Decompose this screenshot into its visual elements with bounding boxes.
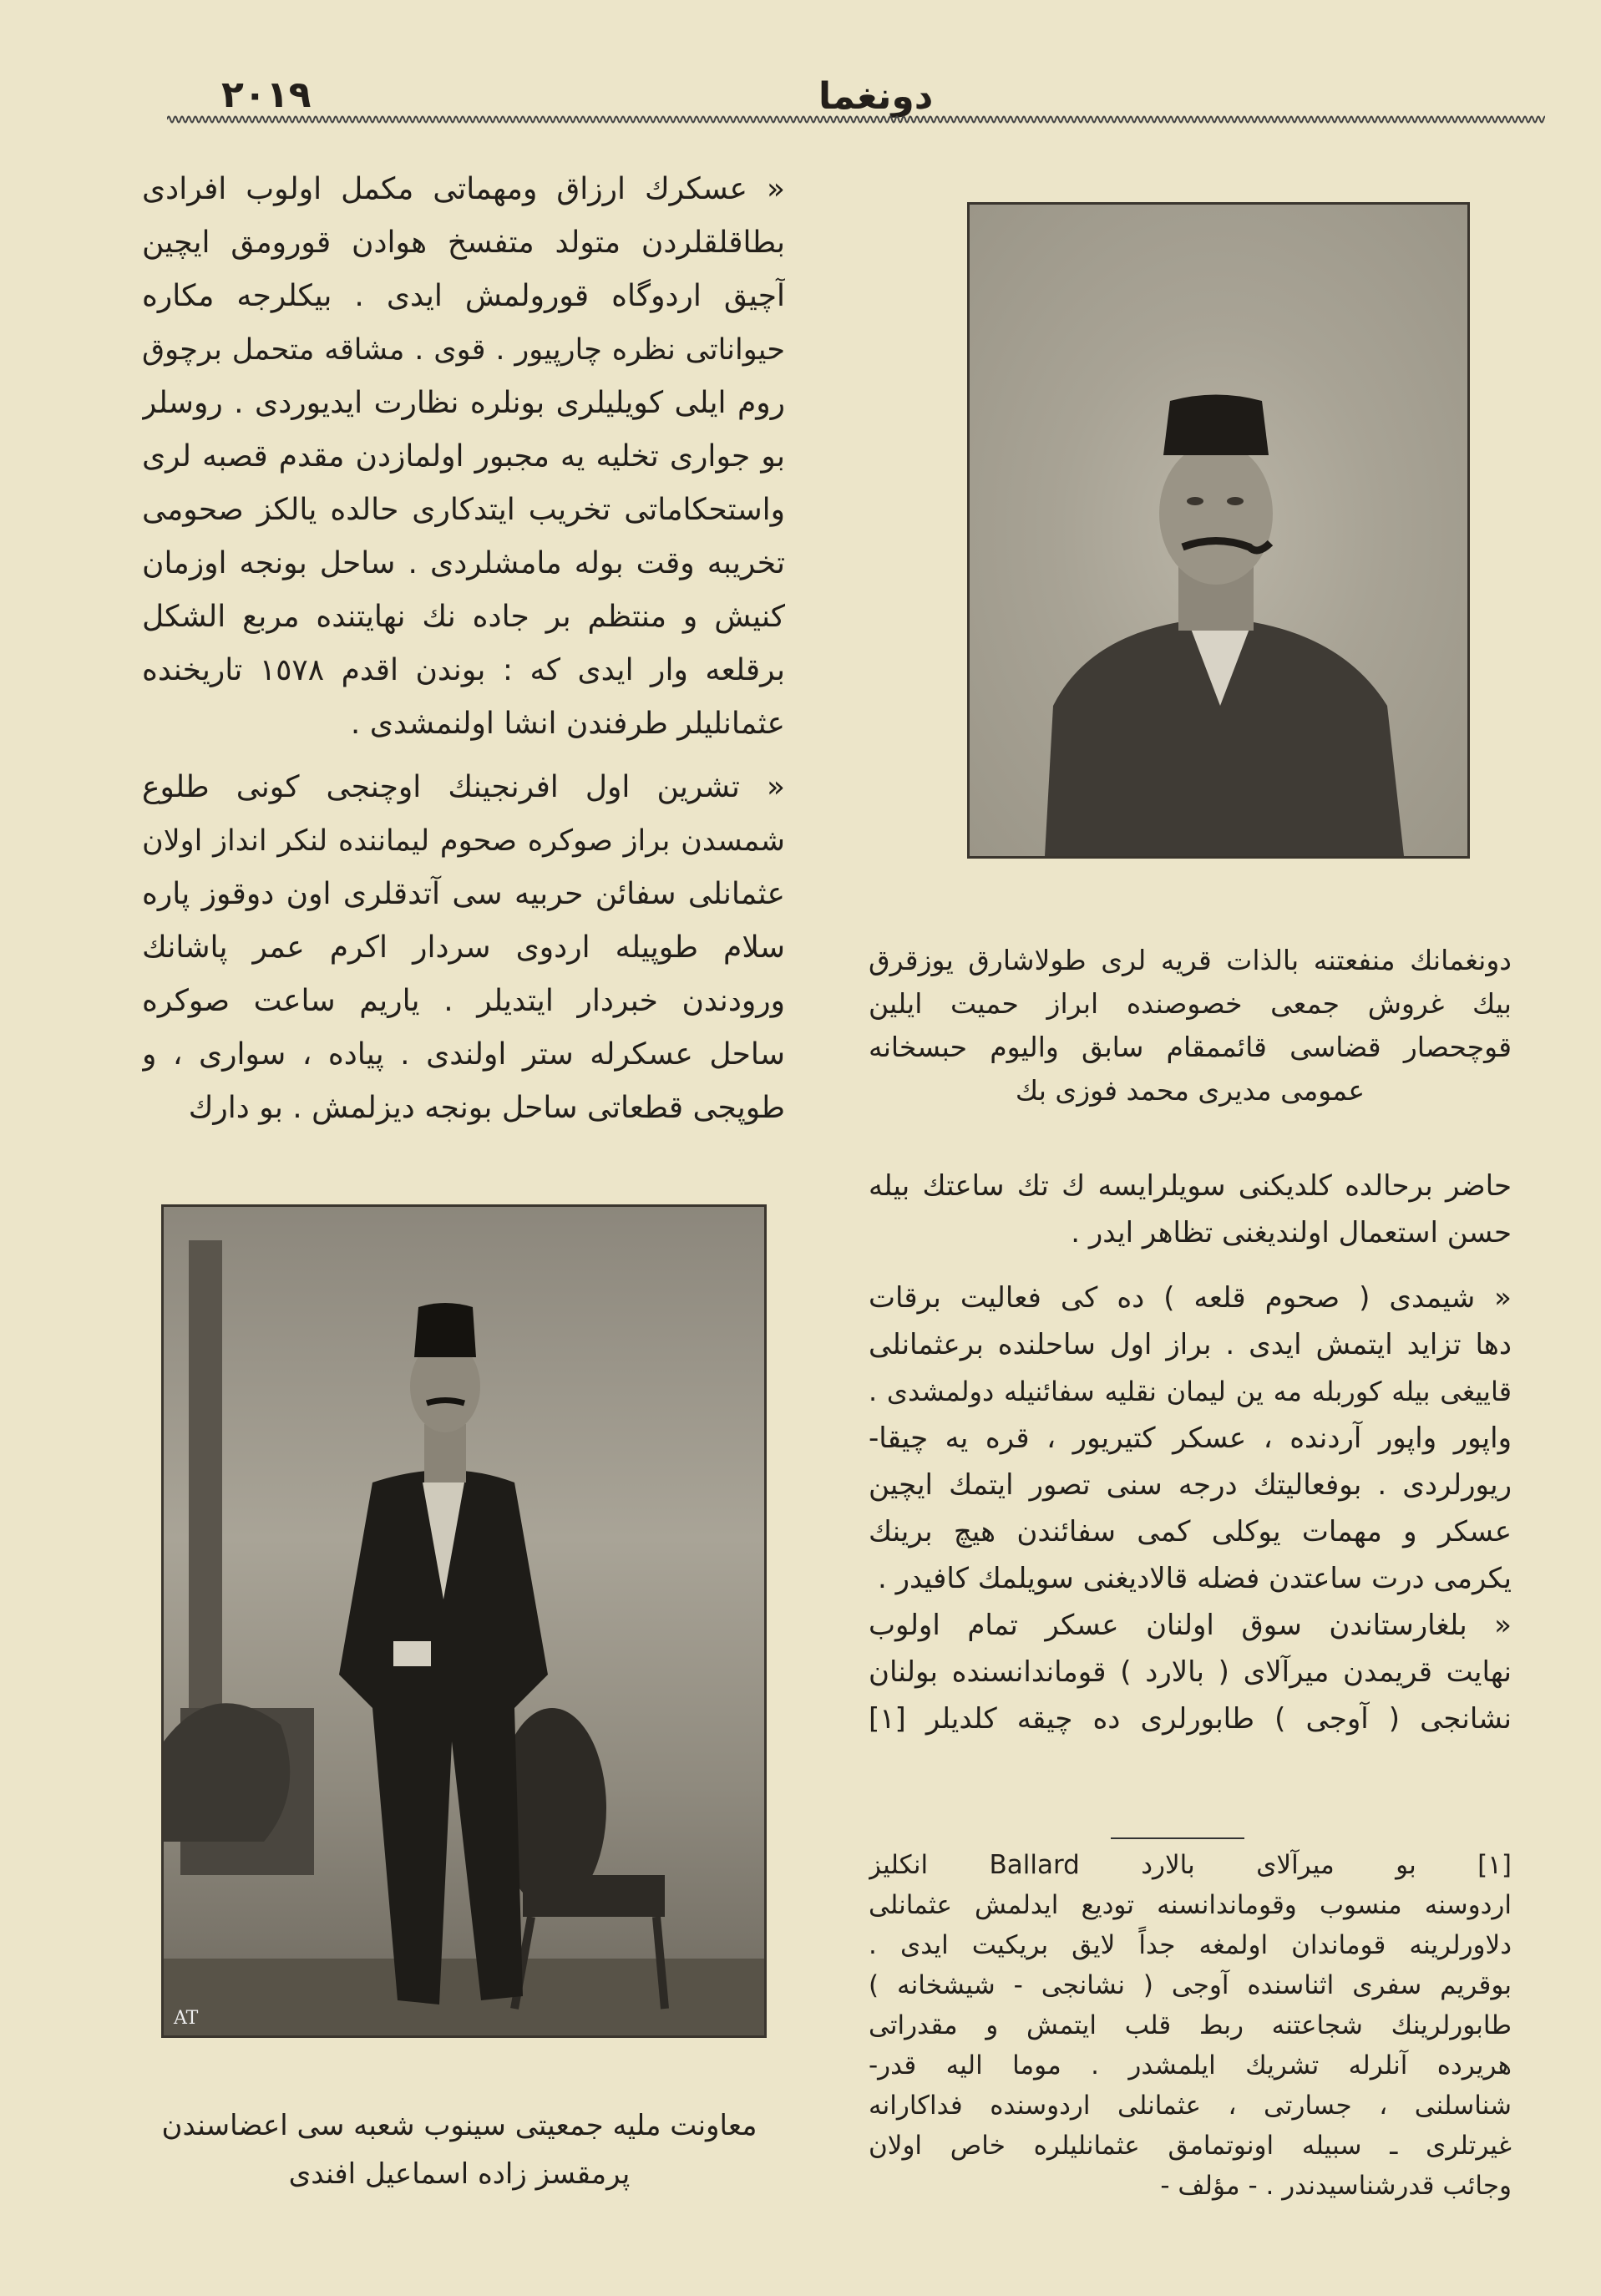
caption-line: قوچحصار قضاسی قائممقام سابق والیوم حبسخانه: [869, 1031, 1512, 1063]
portrait-photo-mehmed-fevzi-bey: [967, 202, 1470, 859]
portrait-photo-ismail-efendi: [161, 1204, 767, 2038]
footnote-line: وجائب قدرشناسیدندر . - مؤلف -: [1160, 2171, 1512, 2201]
text-line: « عسكرك ارزاق ومهماتی مكمل اولوب افرادی: [142, 172, 785, 206]
caption-line: عمومی مدیری محمد فوزی بك: [1015, 1074, 1365, 1107]
wavy-rule-divider: [167, 114, 1545, 125]
text-line: كنیش و منتظم بر جاده نك نهایتنده مربع الشكل: [142, 600, 785, 634]
footnote-line: اردوسنه منسوب وقوماندانسنه تودیع ایدلمش عثمانلی: [869, 1890, 1512, 1920]
text-line: عثمانلیلر طرفندن انشا اولنمشدی .: [350, 707, 785, 741]
text-line: روم ایلی كویلیلری بونلره نظارت ایدیوردی . روسلر: [142, 386, 785, 420]
text-line: ریورلردی . بوفعالیتك درجه سنی تصور ایتمك ایچین: [869, 1468, 1512, 1502]
footnote-line: بوقریم سفری اثناسنده آوجی ( نشانجی - شیشخانه ): [869, 1970, 1512, 2000]
footnote-line: هریرده آنلرله تشریك ایلمشدر . موما الیه قدر-: [869, 2050, 1512, 2081]
running-title: دونغما: [818, 75, 934, 118]
footnote-line: غیرتلری ـ سبیله اونوتمامق عثمانلیلره خاص اولان: [869, 2131, 1512, 2161]
text-line: بو جواری تخلیه یه مجبور اولمازدن مقدم قصبه لری: [142, 439, 785, 474]
text-line: عثمانلی سفائن حربیه سی آتدقلری اون دوقوز پاره: [142, 877, 785, 911]
photographer-mark: AT: [174, 2008, 199, 2029]
text-line: واپور واپور آردنده ، عسكر كتیریور ، قره یه چیقا-: [869, 1422, 1512, 1455]
caption-line: دونغمانك منفعتنه بالذات قریه لری طولاشارق یوزقرق: [869, 944, 1512, 976]
text-line: حیواناتی نظره چارپیور . قوی . مشاقه متحمل برچوق: [142, 333, 785, 367]
footnote-divider: [1111, 1837, 1244, 1839]
text-line: سلام طوپیله اردوی سردار اكرم عمر پاشانك: [142, 930, 785, 965]
caption-line: معاونت ملیه جمعیتی سینوب شعبه سی اعضاسندن: [161, 2109, 757, 2142]
text-line: « تشرین اول افرنجینك اوچنجی كونی طلوع: [142, 770, 785, 804]
text-line: طوپجی قطعاتی ساحل بونجه دیزلمش . بو دارك: [188, 1091, 785, 1125]
footnote-line: دلاورلرینه قوماندان اولمغه جداً لایق بریكیت ایدی .: [869, 1930, 1512, 1960]
text-line: واستحكاماتی تخریب ایتدكاری حالده یالكز صحومی: [142, 493, 785, 527]
footnote-line: طابورلرینك شجاعتنه ربط قلب ایتمش و مقدراتی: [869, 2010, 1512, 2040]
text-line: ورودندن خبردار ایتدیلر . یاریم ساعت صوكره: [142, 984, 785, 1018]
text-line: « شیمدی ( صحوم قلعه ) ده كی فعالیت برقات: [869, 1281, 1512, 1315]
text-line: یكرمی درت ساعتدن فضله قالادیغنی سویلمك كافیدر .: [877, 1562, 1512, 1595]
text-line: نشانجی ( آوجی ) طابورلری ده چیقه كلدیلر [١]: [869, 1702, 1512, 1736]
text-line: « بلغارستاندن سوق اولنان عسكر تمام اولوب: [869, 1609, 1512, 1642]
caption-line: پرمقسز زاده اسماعیل افندی: [288, 2157, 631, 2191]
text-line: حسن استعمال اولندیغنی تظاهر ایدر .: [1071, 1216, 1512, 1249]
text-line: برقلعه وار ایدی كه : بوندن اقدم ١٥٧٨ تاریخنده: [142, 653, 785, 687]
seated-man-fez-illustration: [970, 205, 1467, 856]
text-line: نهایت قریمدن میرآلای ( بالارد ) قوماندانسنده بولنان: [869, 1655, 1512, 1689]
text-line: عسكر و مهمات یوكلی كمی سفائندن هیچ برینك: [869, 1515, 1512, 1548]
footnote-line: شناسلنی ، جسارتی ، عثمانلی اردوسنده فداكارانه: [869, 2091, 1512, 2121]
page-number: ٢٠١٩: [221, 73, 312, 116]
standing-man-with-chair-illustration: [164, 1207, 764, 2035]
footnote-line: [١] بو میرآلای بالارد Ballard انكلیز: [869, 1850, 1512, 1880]
text-line: ساحل عسكرله ستر اولندی . پیاده ، سواری ، و: [142, 1037, 785, 1072]
text-line: شمسدن براز صوكره صحوم لیماننده لنكر انداز اولان: [142, 824, 785, 858]
text-line: بطاقلقلردن متولد متفسخ هوادن قورومق ایچین: [142, 226, 785, 260]
text-line: قاییغی بیله كوربله مه ین لیمان نقلیه سفائنیله دولمشدی .: [869, 1376, 1512, 1407]
text-line: دها تزاید ایتمش ایدی . براز اول ساحلنده برعثمانلی: [869, 1328, 1512, 1361]
text-line: آچیق اردوگاه قورولمش ایدی . بیكلرجه مكاره: [142, 279, 785, 313]
caption-line: بیك غروش جمعی خصوصنده ابراز حمیت ایلین: [869, 987, 1512, 1020]
text-line: حاضر برحالده كلدیكنی سویلرایسه ك تك ساعتك بیله: [869, 1169, 1512, 1203]
text-line: تخریبه وقت بوله مامشلردی . ساحل بونجه اوزمان: [142, 546, 785, 580]
